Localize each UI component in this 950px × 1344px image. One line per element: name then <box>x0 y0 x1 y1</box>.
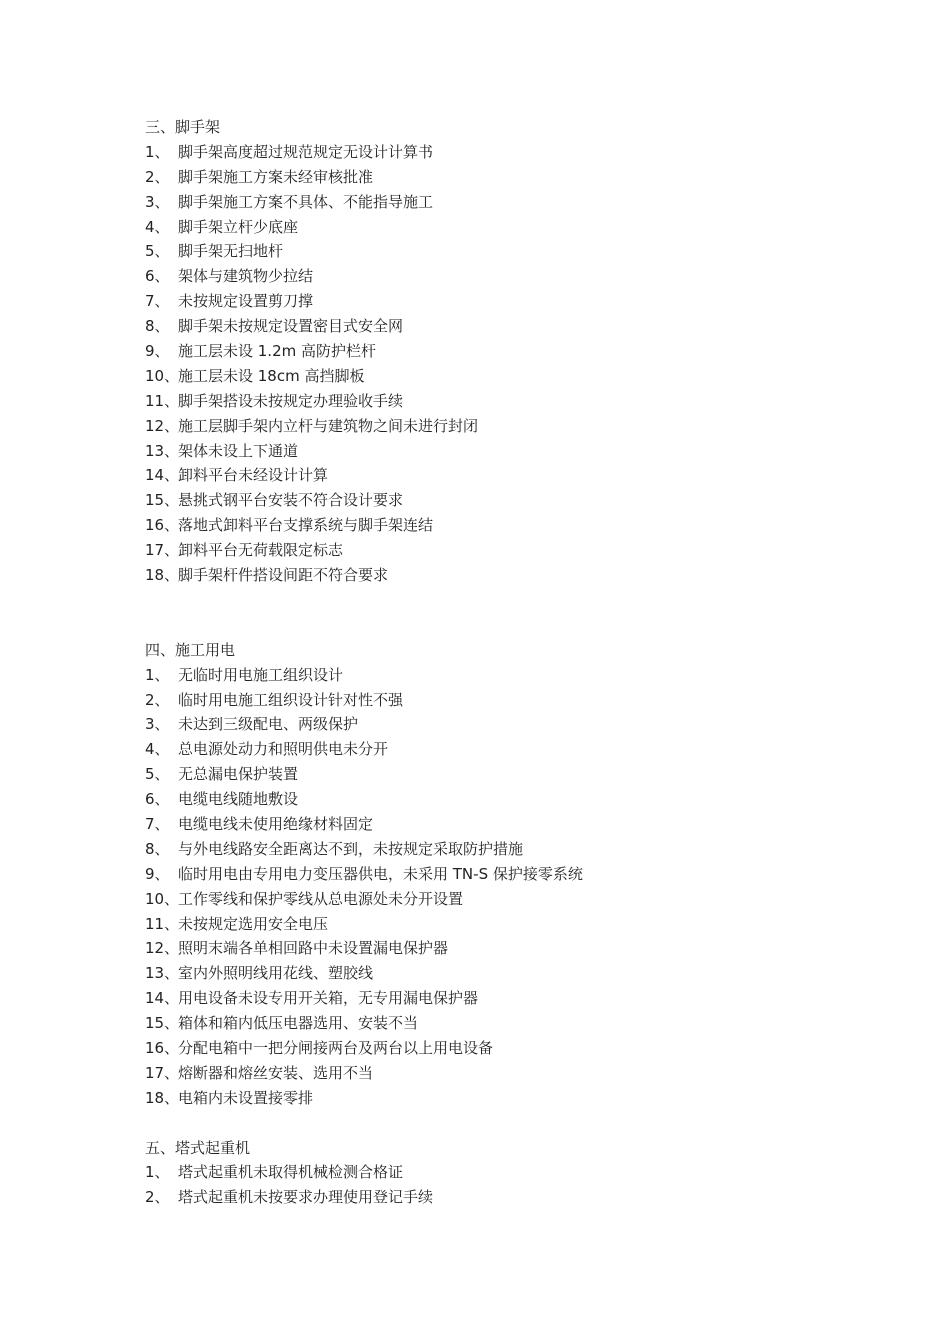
item-number: 1、 <box>145 1163 170 1182</box>
item-text: 脚手架杆件搭设间距不符合要求 <box>178 566 389 585</box>
item-number: 6、 <box>145 790 170 809</box>
item-text: 未按规定设置剪刀撑 <box>178 292 314 311</box>
section-title-construction-power: 四、施工用电 <box>145 640 236 659</box>
list-item <box>145 1086 865 1111</box>
item-number: 2、 <box>145 1188 170 1207</box>
list-item <box>145 239 865 264</box>
item-number: 11、 <box>145 914 180 933</box>
item-number: 14、 <box>145 466 180 485</box>
list-item <box>145 190 865 215</box>
item-number: 13、 <box>145 964 180 983</box>
item-text: 临时用电施工组织设计针对性不强 <box>178 690 404 709</box>
item-text: 无临时用电施工组织设计 <box>178 665 344 684</box>
item-number: 16、 <box>145 1038 180 1057</box>
list-item <box>145 165 865 190</box>
item-text: 施工层未设 18cm 高挡脚板 <box>178 366 365 385</box>
item-text: 总电源处动力和照明供电未分开 <box>178 740 389 759</box>
item-text: 脚手架无扫地杆 <box>178 242 284 261</box>
item-number: 3、 <box>145 715 170 734</box>
item-number: 10、 <box>145 889 180 908</box>
list-item <box>145 837 865 862</box>
list-item <box>145 812 865 837</box>
list-item <box>145 339 865 364</box>
item-text: 悬挑式钢平台安装不符合设计要求 <box>178 491 404 510</box>
item-number: 1、 <box>145 665 170 684</box>
item-number: 17、 <box>145 1063 180 1082</box>
list-item <box>145 762 865 787</box>
list-item <box>145 463 865 488</box>
list-item <box>145 314 865 339</box>
item-number: 6、 <box>145 267 170 286</box>
list-item <box>145 414 865 439</box>
list-item <box>145 1185 865 1210</box>
list-item <box>145 364 865 389</box>
list-item <box>145 712 865 737</box>
item-number: 15、 <box>145 491 180 510</box>
list-item <box>145 1160 865 1185</box>
item-text: 未按规定选用安全电压 <box>178 914 329 933</box>
list-item <box>145 688 865 713</box>
item-text: 未达到三级配电、两级保护 <box>178 715 359 734</box>
item-text: 塔式起重机未按要求办理使用登记手续 <box>178 1188 434 1207</box>
list-item <box>145 986 865 1011</box>
item-number: 8、 <box>145 317 170 336</box>
item-text: 照明末端各单相回路中未设置漏电保护器 <box>178 939 449 958</box>
section-spacer <box>145 588 865 638</box>
item-number: 1、 <box>145 142 170 161</box>
item-number: 18、 <box>145 566 180 585</box>
document-body <box>145 115 865 1210</box>
item-number: 4、 <box>145 217 170 236</box>
item-text: 与外电线路安全距离达不到，未按规定采取防护措施 <box>178 839 524 858</box>
section-spacer <box>145 1111 865 1136</box>
item-number: 12、 <box>145 416 180 435</box>
item-text: 施工层脚手架内立杆与建筑物之间未进行封闭 <box>178 416 479 435</box>
item-text: 分配电箱中一把分闸接两台及两台以上用电设备 <box>178 1038 494 1057</box>
list-item <box>145 737 865 762</box>
item-number: 2、 <box>145 690 170 709</box>
item-number: 14、 <box>145 989 180 1008</box>
list-item <box>145 862 865 887</box>
item-text: 无总漏电保护装置 <box>178 765 299 784</box>
list-item <box>145 215 865 240</box>
item-number: 7、 <box>145 814 170 833</box>
list-item <box>145 1061 865 1086</box>
item-text: 施工层未设 1.2m 高防护栏杆 <box>178 342 377 361</box>
list-item <box>145 936 865 961</box>
item-text: 架体与建筑物少拉结 <box>178 267 314 286</box>
item-number: 8、 <box>145 839 170 858</box>
item-text: 架体未设上下通道 <box>178 441 299 460</box>
item-text: 熔断器和熔丝安装、选用不当 <box>178 1063 374 1082</box>
list-item <box>145 912 865 937</box>
item-number: 15、 <box>145 1014 180 1033</box>
item-number: 10、 <box>145 366 180 385</box>
item-text: 脚手架施工方案未经审核批准 <box>178 167 374 186</box>
item-number: 12、 <box>145 939 180 958</box>
section-title-scaffolding: 三、脚手架 <box>145 118 221 136</box>
item-text: 塔式起重机未取得机械检测合格证 <box>178 1163 404 1182</box>
item-number: 3、 <box>145 192 170 211</box>
item-text: 电箱内未设置接零排 <box>178 1088 314 1107</box>
list-item <box>145 887 865 912</box>
item-text: 室内外照明线用花线、塑胶线 <box>178 964 374 983</box>
item-number: 13、 <box>145 441 180 460</box>
item-text: 脚手架高度超过规范规定无设计计算书 <box>178 142 434 161</box>
item-text: 临时用电由专用电力变压器供电，未采用 TN-S 保护接零系统 <box>178 864 583 883</box>
item-number: 18、 <box>145 1088 180 1107</box>
item-text: 卸料平台未经设计计算 <box>178 466 329 485</box>
item-text: 脚手架未按规定设置密目式安全网 <box>178 317 404 336</box>
item-number: 17、 <box>145 541 180 560</box>
item-number: 7、 <box>145 292 170 311</box>
item-text: 落地式卸料平台支撑系统与脚手架连结 <box>178 516 434 535</box>
item-number: 11、 <box>145 391 180 410</box>
list-item <box>145 389 865 414</box>
item-number: 9、 <box>145 864 170 883</box>
item-text: 用电设备未设专用开关箱，无专用漏电保护器 <box>178 989 479 1008</box>
item-text: 电缆电线随地敷设 <box>178 790 299 809</box>
item-number: 4、 <box>145 740 170 759</box>
item-text: 电缆电线未使用绝缘材料固定 <box>178 814 374 833</box>
item-text: 脚手架施工方案不具体、不能指导施工 <box>178 192 434 211</box>
section-title-tower-crane: 五、塔式起重机 <box>145 1138 251 1157</box>
list-item <box>145 1036 865 1061</box>
list-item <box>145 264 865 289</box>
item-number: 9、 <box>145 342 170 361</box>
list-item <box>145 538 865 563</box>
list-item <box>145 787 865 812</box>
item-number: 16、 <box>145 516 180 535</box>
list-item <box>145 140 865 165</box>
list-item <box>145 563 865 588</box>
item-text: 卸料平台无荷载限定标志 <box>178 541 344 560</box>
list-item <box>145 663 865 688</box>
list-item <box>145 513 865 538</box>
item-number: 2、 <box>145 167 170 186</box>
list-item <box>145 289 865 314</box>
item-text: 箱体和箱内低压电器选用、安装不当 <box>178 1014 419 1033</box>
item-number: 5、 <box>145 765 170 784</box>
list-item <box>145 1011 865 1036</box>
item-text: 脚手架立杆少底座 <box>178 217 299 236</box>
list-item <box>145 961 865 986</box>
item-number: 5、 <box>145 242 170 261</box>
item-text: 脚手架搭设未按规定办理验收手续 <box>178 391 404 410</box>
list-item <box>145 488 865 513</box>
item-text: 工作零线和保护零线从总电源处未分开设置 <box>178 889 464 908</box>
list-item <box>145 439 865 464</box>
